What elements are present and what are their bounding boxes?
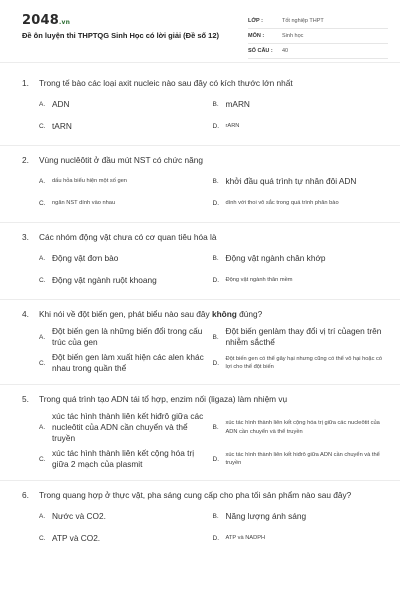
divider [0,480,400,481]
option-letter: B. [212,333,219,341]
option-letter: A. [39,512,46,520]
divider [0,299,400,300]
option-letter: A. [39,424,46,431]
option-letter: D. [212,359,219,367]
option-letter: A. [39,333,46,341]
option-c[interactable] [39,275,213,286]
meta-row-class [248,14,388,29]
option-letter: B. [212,254,219,262]
option-a[interactable] [39,177,213,186]
meta-value: 40 [282,48,289,54]
divider [0,384,400,385]
question-stem [22,489,386,501]
option-text: xúc tác hình thành liên kết hiđrô giữa các nucleôtit của ADN cần chuyển và thể truyền [52,411,204,443]
option-text: rARN [225,122,240,129]
option-text: ngăn NST dính vào nhau [52,199,116,206]
option-text: dấu hỏa biểu hiện một số gen [52,177,127,184]
option-letter: D. [212,455,219,463]
option-text: khởi đầu quá trình tự nhân đôi ADN [225,175,357,186]
option-a[interactable] [39,326,213,348]
question-5 [22,393,386,470]
question-text-emphasis: không [211,309,237,319]
option-text: Đột biến gen làm xuất hiện các alen khác nhau trong quần thể [52,352,204,373]
option-b[interactable] [213,511,387,522]
question-number: 4. [22,309,29,319]
option-text: Nước và CO2. [52,510,106,521]
question-3 [22,231,386,289]
option-text: mARN [225,98,250,109]
question-number: 3. [22,232,29,242]
option-c[interactable] [39,448,213,470]
option-text: dính với thoi vô sắc trong quá trình phân bào [225,199,339,206]
question-number: 5. [22,394,29,404]
option-letter: A. [39,254,46,262]
option-text: xúc tác hình thành liên kết cộng hóa trị giữa các nucleôtit của ADN cần chuyển và thể truyền [225,420,380,435]
question-text-part: đúng? [236,309,263,319]
question-6 [22,489,386,547]
logo-main: 2048 [22,13,59,28]
option-text: tARN [52,120,72,131]
question-4 [22,308,386,374]
option-d[interactable] [213,355,387,372]
question-text [39,308,262,320]
page-header [0,0,400,63]
question-text: Trong tế bào các loại axit nucleic nào sau đây có kích thước lớn nhất [39,78,293,88]
question-stem [22,393,386,405]
option-a[interactable] [39,253,213,264]
option-letter: C. [39,534,46,542]
option-b[interactable] [213,419,387,436]
site-logo[interactable] [22,13,70,28]
exam-meta-table [248,14,388,59]
option-letter: D. [212,276,219,284]
question-text-part: Khi nói về đột biến gen, phát biểu nào sau đây [39,309,212,319]
option-c[interactable] [39,199,213,208]
question-1 [22,77,386,135]
meta-key: MÔN : [248,33,265,39]
questions-list [0,63,400,547]
option-text: Năng lượng ánh sáng [225,510,307,521]
option-text: Động vật ngành chân khớp [225,252,326,263]
option-d[interactable] [213,122,387,131]
question-number: 2. [22,155,29,165]
option-letter: D. [212,122,219,130]
option-letter: C. [39,122,46,130]
meta-value: Sinh học [282,33,304,39]
divider [0,145,400,146]
option-text: Đột biến genlàm thay đổi vị trí củagen trên nhiễm sắcthể [225,326,382,347]
option-a[interactable] [39,99,213,110]
question-stem [22,77,386,89]
option-a[interactable] [39,511,213,522]
document-title: Đề ôn luyện thi THPTQG Sinh Học có lời giải (Đề số 12) [22,31,220,40]
divider [0,222,400,223]
question-text: Trong quá trình tạo ADN tái tổ hợp, enzim nối (ligaza) làm nhiệm vụ [39,394,288,404]
option-letter: A. [39,100,46,108]
question-2 [22,154,386,212]
meta-key: SỐ CÂU : [248,48,273,54]
option-text: Động vật đơn bào [52,252,119,263]
option-c[interactable] [39,121,213,132]
option-letter: C. [39,455,46,463]
question-stem [22,308,386,320]
option-c[interactable] [39,352,213,374]
option-d[interactable] [213,534,387,543]
question-number: 6. [22,490,29,500]
question-number: 1. [22,78,29,88]
option-d[interactable] [213,451,387,468]
option-letter: C. [39,276,46,284]
question-text: Vùng nuclêôtit ở đầu mút NST có chức năng [39,155,203,165]
option-letter: A. [39,177,46,185]
option-d[interactable] [213,199,387,208]
option-letter: C. [39,359,46,367]
option-letter: D. [212,534,219,542]
option-c[interactable] [39,533,213,544]
option-text: Động vật ngành ruột khoang [52,274,157,285]
question-text: Trong quang hợp ở thực vật, pha sáng cung cấp cho pha tối sản phẩm nào sau đây? [39,490,352,500]
option-text: xúc tác hình thành liên kết hiđrô giữa ADN cần chuyển và thể truyền [225,451,380,466]
option-text: Đột biến gen là những biến đổi trong cấu trúc của gen [52,326,203,347]
option-text: Đột biến gen có thể gây hại nhưng cũng có thể vô hại hoặc có lợi cho thể đột biến [225,355,383,370]
question-stem [22,154,386,166]
option-d[interactable] [213,276,387,285]
option-b[interactable] [213,176,387,187]
option-text: ATP và NADPH [225,534,266,541]
option-text: xúc tác hình thành liên kết cộng hóa trị giữa 2 mạch của plasmit [52,448,195,469]
option-b[interactable] [213,99,387,110]
option-letter: C. [39,199,46,207]
meta-row-question-count [248,44,388,59]
option-a[interactable] [39,411,213,444]
option-b[interactable] [213,253,387,264]
meta-value: Tốt nghiệp THPT [282,18,324,24]
meta-row-subject [248,29,388,44]
question-text: Các nhóm động vật chưa có cơ quan tiêu hóa là [39,232,217,242]
option-text: ATP và CO2. [52,532,101,543]
option-letter: D. [212,199,219,207]
option-letter: B. [212,424,219,431]
meta-key: LỚP : [248,18,263,24]
option-letter: B. [212,100,219,108]
option-letter: B. [212,512,219,520]
option-text: Động vật ngành thân mềm [225,276,293,283]
option-text: ADN [52,98,70,109]
option-letter: B. [212,177,219,185]
question-stem [22,231,386,243]
option-b[interactable] [213,326,387,348]
logo-suffix: .vn [58,19,71,26]
